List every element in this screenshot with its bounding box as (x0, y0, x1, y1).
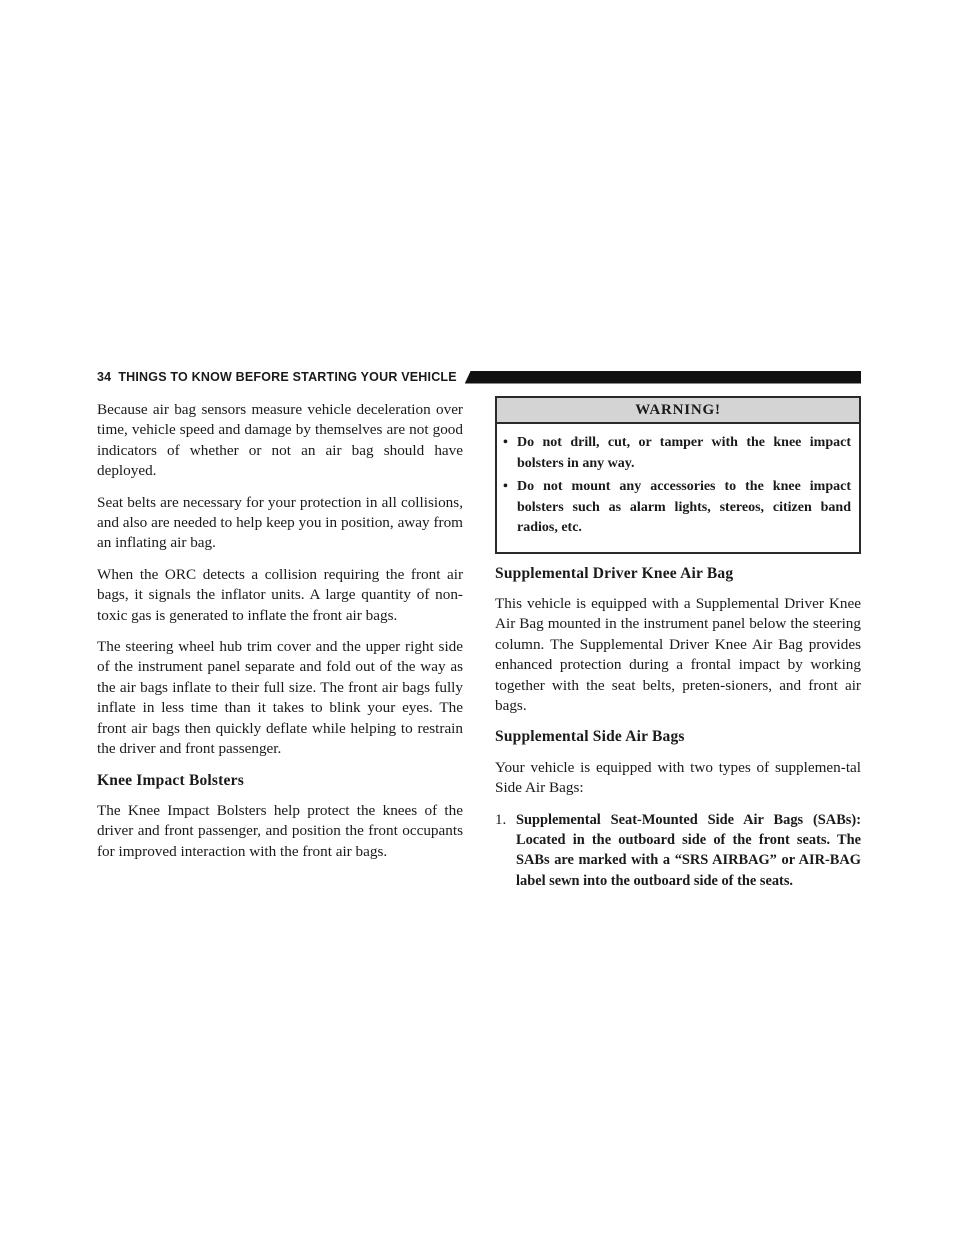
paragraph-knee-bolsters: The Knee Impact Bolsters help protect the knees of the driver and front passenger, and position the front occupants for improved interaction with the front air bags. (97, 801, 463, 860)
paragraph-orc: When the ORC detects a collision requiring the front air bags, it signals the inflator units. A large quantity of non-toxic gas is generated to inflate the front air bags. (97, 565, 463, 624)
list-number: 1. (495, 811, 507, 828)
header-rule (465, 371, 861, 384)
warning-title: WARNING! (497, 398, 859, 424)
heading-knee-impact-bolsters: Knee Impact Bolsters (97, 771, 244, 789)
paragraph-sensors: Because air bag sensors measure vehicle deceleration over time, vehicle speed and damage by themselves are not good indicators of whether or not an air bag should have deployed. (97, 401, 463, 480)
warning-item (503, 477, 851, 539)
paragraph-driver-knee: This vehicle is equipped with a Supplemental Driver Knee Air Bag mounted in the instrument panel below the steering column. The Supplemental Driver Knee Air Bag provides enhanced protection during a frontal impact by working together with the seat belts, preten-sioners, and front air bags. (495, 594, 861, 714)
paragraph-seat-belts: Seat belts are necessary for your protection in all collisions, and also are needed to help keep you in position, away from an inflating air bag. (97, 493, 463, 552)
warning-item-text: Do not drill, cut, or tamper with the knee impact bolsters in any way. (517, 435, 851, 471)
warning-list (497, 424, 859, 552)
warning-item-text: Do not mount any accessories to the knee impact bolsters such as alarm lights, stereos, citizen band radios, etc. (517, 479, 851, 535)
list-item-text: Supplemental Seat-Mounted Side Air Bags (SABs): Located in the outboard side of the front seats. The SABs are marked with a “SRS AIRBAG” or AIR-BAG label sewn into the outboard side of the seats. (516, 811, 861, 889)
right-column (495, 396, 861, 891)
paragraph-hub-cover: The steering wheel hub trim cover and the upper right side of the instrument panel separate and fold out of the way as the air bags inflate to their full size. The front air bags fully inflate in less time than it takes to blink your eyes. The front air bags then quickly deflate while helping to restrain the driver and front passenger. (97, 638, 463, 758)
left-column (97, 400, 463, 873)
page-header (97, 366, 861, 388)
heading-driver-knee-air-bag: Supplemental Driver Knee Air Bag (495, 564, 734, 582)
bullet-icon: • (503, 435, 508, 450)
warning-item (503, 433, 851, 474)
section-title: THINGS TO KNOW BEFORE STARTING YOUR VEHICLE (118, 370, 457, 384)
list-item (495, 810, 861, 892)
side-air-bag-list (495, 810, 861, 892)
heading-side-air-bags: Supplemental Side Air Bags (495, 728, 685, 746)
bullet-icon: • (503, 479, 508, 494)
paragraph-side-air-bags: Your vehicle is equipped with two types of supplemen-tal Side Air Bags: (495, 758, 861, 797)
page-number: 34 (97, 370, 112, 384)
warning-box (495, 396, 861, 554)
